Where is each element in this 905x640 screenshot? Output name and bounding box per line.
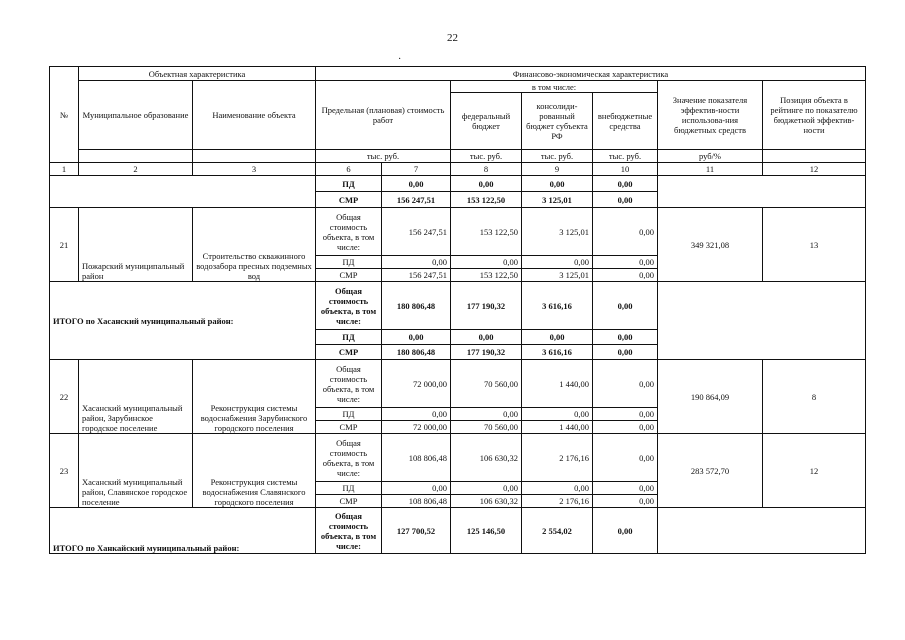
efficiency-indicator: 190 864,09 xyxy=(658,360,763,434)
subtotal-blank xyxy=(658,282,866,360)
object-municipality: Хасанский муниципальный район, Славянское городское поселение xyxy=(79,434,193,508)
value-consolidated: 1 440,00 xyxy=(522,360,593,408)
value-federal: 0,00 xyxy=(451,408,522,421)
value-extrabudget: 0,00 xyxy=(593,192,658,208)
colnum: 7 xyxy=(382,163,451,176)
value-federal: 125 146,50 xyxy=(451,508,522,554)
colnum: 6 xyxy=(316,163,382,176)
header-position: Позиция объекта в рейтинге по показателю бюджетной эффектив-ности xyxy=(763,81,866,150)
colnum: 2 xyxy=(79,163,193,176)
colnum: 8 xyxy=(451,163,522,176)
value-federal: 106 630,32 xyxy=(451,434,522,482)
value-federal: 70 560,00 xyxy=(451,360,522,408)
value-extrabudget: 0,00 xyxy=(593,345,658,360)
efficiency-indicator: 283 572,70 xyxy=(658,434,763,508)
value-consolidated: 0,00 xyxy=(522,408,593,421)
value-consolidated: 3 616,16 xyxy=(522,282,593,330)
unit-empty xyxy=(79,150,193,163)
unit-indicator: руб/% xyxy=(658,150,763,163)
stray-mark: · xyxy=(398,54,402,65)
object-name: Строительство скважинного водозабора пресных подземных вод xyxy=(193,208,316,282)
value-consolidated: 2 176,16 xyxy=(522,495,593,508)
unit-empty xyxy=(763,150,866,163)
object-number: 21 xyxy=(50,208,79,282)
value-extrabudget: 0,00 xyxy=(593,269,658,282)
value-cost: 72 000,00 xyxy=(382,360,451,408)
value-cost: 0,00 xyxy=(382,408,451,421)
page-number: 22 xyxy=(447,32,458,44)
value-cost: 180 806,48 xyxy=(382,345,451,360)
total-label: Общая стоимость объекта, в том числе: xyxy=(316,208,382,256)
value-cost: 0,00 xyxy=(382,482,451,495)
row-label: ПД xyxy=(316,256,382,269)
row-label: СМР xyxy=(316,345,382,360)
value-cost: 156 247,51 xyxy=(382,269,451,282)
colnum: 3 xyxy=(193,163,316,176)
row-label: СМР xyxy=(316,192,382,208)
object-number: 23 xyxy=(50,434,79,508)
row-label: ПД xyxy=(316,176,382,192)
object-name: Реконструкция системы водоснабжения Славянского городского поселения xyxy=(193,434,316,508)
row-label: ПД xyxy=(316,330,382,345)
colnum: 10 xyxy=(593,163,658,176)
value-extrabudget: 0,00 xyxy=(593,482,658,495)
colnum: 9 xyxy=(522,163,593,176)
object-name: Реконструкция системы водоснабжения Зарубинского городского поселения xyxy=(193,360,316,434)
colnum: 12 xyxy=(763,163,866,176)
value-federal: 153 122,50 xyxy=(451,208,522,256)
value-extrabudget: 0,00 xyxy=(593,434,658,482)
value-cost: 156 247,51 xyxy=(382,192,451,208)
value-consolidated: 3 616,16 xyxy=(522,345,593,360)
total-label: Общая стоимость объекта, в том числе: xyxy=(316,434,382,482)
value-cost: 0,00 xyxy=(382,330,451,345)
rating-position: 13 xyxy=(763,208,866,282)
value-federal: 106 630,32 xyxy=(451,495,522,508)
object-municipality: Пожарский муниципальный район xyxy=(79,208,193,282)
subtotal-title: ИТОГО по Ханкайский муниципальный район: xyxy=(50,508,316,554)
value-extrabudget: 0,00 xyxy=(593,256,658,269)
header-object-characteristics: Объектная характеристика xyxy=(79,67,316,81)
value-cost: 72 000,00 xyxy=(382,421,451,434)
value-extrabudget: 0,00 xyxy=(593,408,658,421)
value-extrabudget: 0,00 xyxy=(593,495,658,508)
object-municipality: Хасанский муниципальный район, Зарубинское городское поселение xyxy=(79,360,193,434)
financial-table xyxy=(49,66,866,554)
value-consolidated: 2 554,02 xyxy=(522,508,593,554)
header-extrabudget: внебюджетные средства xyxy=(593,93,658,150)
header-federal: федеральный бюджет xyxy=(451,93,522,150)
unit-empty xyxy=(193,150,316,163)
unit-consolidated: тыс. руб. xyxy=(522,150,593,163)
value-consolidated: 3 125,01 xyxy=(522,208,593,256)
value-federal: 0,00 xyxy=(451,176,522,192)
total-label: Общая стоимость объекта, в том числе: xyxy=(316,282,382,330)
value-federal: 0,00 xyxy=(451,256,522,269)
value-cost: 0,00 xyxy=(382,176,451,192)
value-federal: 177 190,32 xyxy=(451,345,522,360)
value-consolidated: 3 125,01 xyxy=(522,192,593,208)
colnum: 1 xyxy=(50,163,79,176)
value-cost: 0,00 xyxy=(382,256,451,269)
header-municipality: Муниципальное образование xyxy=(79,81,193,150)
header-indicator: Значение показателя эффектив-ности использова-ния бюджетных средств xyxy=(658,81,763,150)
header-financial-characteristics: Финансово-экономическая характеристика xyxy=(316,67,866,81)
value-federal: 0,00 xyxy=(451,330,522,345)
object-number: 22 xyxy=(50,360,79,434)
subtotal-title: ИТОГО по Хасанский муниципальный район: xyxy=(50,282,316,360)
carry-over-blank xyxy=(658,176,866,208)
header-object-name: Наименование объекта xyxy=(193,81,316,150)
unit-cost: тыс. руб. xyxy=(316,150,451,163)
total-label: Общая стоимость объекта, в том числе: xyxy=(316,360,382,408)
rating-position: 8 xyxy=(763,360,866,434)
value-federal: 0,00 xyxy=(451,482,522,495)
value-extrabudget: 0,00 xyxy=(593,421,658,434)
value-extrabudget: 0,00 xyxy=(593,330,658,345)
value-extrabudget: 0,00 xyxy=(593,176,658,192)
value-cost: 156 247,51 xyxy=(382,208,451,256)
carry-over-blank xyxy=(50,176,316,208)
value-extrabudget: 0,00 xyxy=(593,282,658,330)
value-cost: 127 700,52 xyxy=(382,508,451,554)
row-label: ПД xyxy=(316,482,382,495)
value-extrabudget: 0,00 xyxy=(593,208,658,256)
value-federal: 153 122,50 xyxy=(451,269,522,282)
total-label: Общая стоимость объекта, в том числе: xyxy=(316,508,382,554)
header-num: № xyxy=(50,67,79,163)
value-extrabudget: 0,00 xyxy=(593,360,658,408)
value-cost: 180 806,48 xyxy=(382,282,451,330)
value-consolidated: 2 176,16 xyxy=(522,434,593,482)
colnum: 11 xyxy=(658,163,763,176)
rating-position: 12 xyxy=(763,434,866,508)
unit-federal: тыс. руб. xyxy=(451,150,522,163)
row-label: ПД xyxy=(316,408,382,421)
value-federal: 177 190,32 xyxy=(451,282,522,330)
value-cost: 108 806,48 xyxy=(382,434,451,482)
value-consolidated: 0,00 xyxy=(522,330,593,345)
value-cost: 108 806,48 xyxy=(382,495,451,508)
value-consolidated: 1 440,00 xyxy=(522,421,593,434)
value-consolidated: 3 125,01 xyxy=(522,269,593,282)
header-consolidated: консолиди-рованный бюджет субъекта РФ xyxy=(522,93,593,150)
subtotal-blank xyxy=(658,508,866,554)
row-label: СМР xyxy=(316,421,382,434)
row-label: СМР xyxy=(316,269,382,282)
value-consolidated: 0,00 xyxy=(522,256,593,269)
value-federal: 70 560,00 xyxy=(451,421,522,434)
value-consolidated: 0,00 xyxy=(522,482,593,495)
unit-extrabudget: тыс. руб. xyxy=(593,150,658,163)
value-federal: 153 122,50 xyxy=(451,192,522,208)
row-label: СМР xyxy=(316,495,382,508)
header-cost: Предельная (плановая) стоимость работ xyxy=(316,81,451,150)
value-consolidated: 0,00 xyxy=(522,176,593,192)
efficiency-indicator: 349 321,08 xyxy=(658,208,763,282)
value-extrabudget: 0,00 xyxy=(593,508,658,554)
header-including: в том числе: xyxy=(451,81,658,93)
